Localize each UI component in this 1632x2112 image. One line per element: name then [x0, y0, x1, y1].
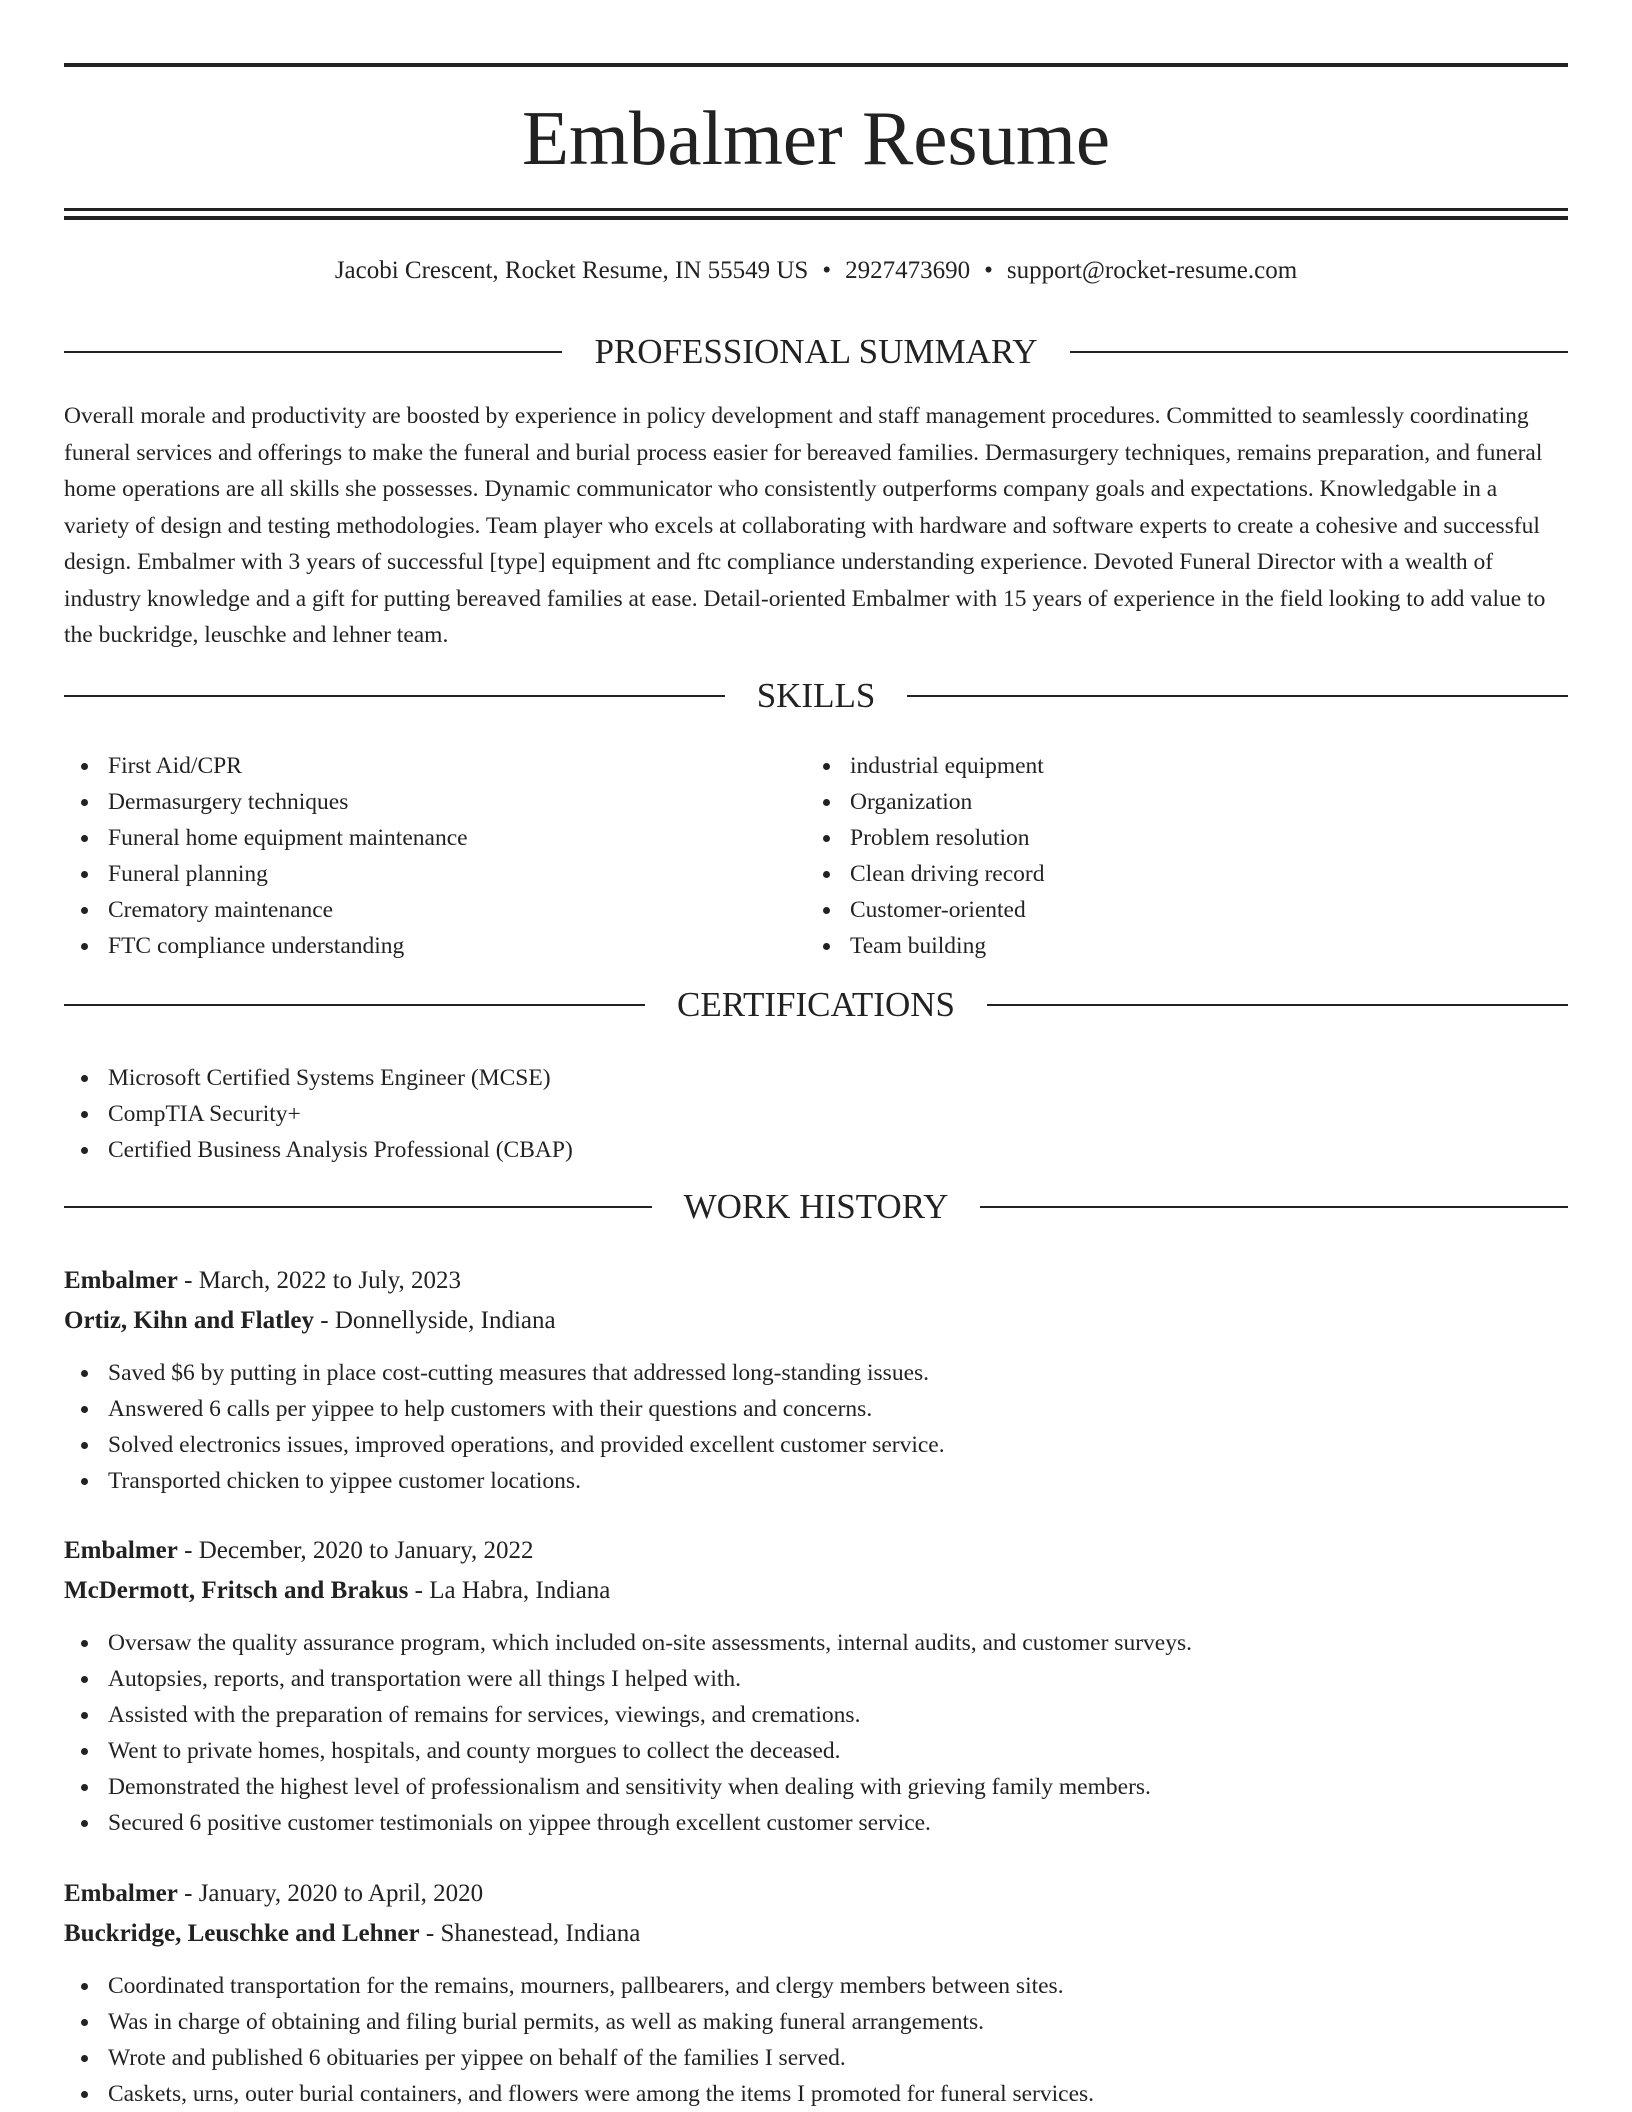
- job-company: McDermott, Fritsch and Brakus: [64, 1577, 409, 1604]
- job-entry: [64, 1261, 1568, 1499]
- heading-rule: [64, 351, 562, 353]
- skill-item: Organization: [806, 784, 1506, 820]
- certification-item: Certified Business Analysis Professional (CBAP): [64, 1132, 1568, 1168]
- job-dates: December, 2020 to January, 2022: [198, 1537, 534, 1564]
- job-duty: Demonstrated the highest level of professionalism and sensitivity when dealing with grieving family members.: [64, 1769, 1568, 1805]
- bullet-icon: [823, 871, 830, 878]
- bullet-icon: [81, 1406, 88, 1413]
- title-rule-lower: [64, 216, 1568, 220]
- job-duty: Coordinated transportation for the remains, mourners, pallbearers, and clergy members between sites.: [64, 1968, 1568, 2004]
- skill-item: Funeral home equipment maintenance: [64, 820, 764, 856]
- bullet-icon: [81, 1478, 88, 1485]
- skill-item: industrial equipment: [806, 748, 1506, 784]
- skills-list-left: [64, 748, 764, 964]
- section-title: WORK HISTORY: [683, 1187, 949, 1226]
- job-dates: March, 2022 to July, 2023: [198, 1267, 461, 1294]
- bullet-icon: [81, 1442, 88, 1449]
- skill-item: Customer-oriented: [806, 892, 1506, 928]
- job-duty: Answered 6 calls per yippee to help customers with their questions and concerns.: [64, 1391, 1568, 1427]
- job-location: La Habra, Indiana: [429, 1577, 611, 1604]
- job-duty: Autopsies, reports, and transportation were all things I helped with.: [64, 1661, 1568, 1697]
- skill-item: Dermasurgery techniques: [64, 784, 764, 820]
- job-entry: [64, 1531, 1568, 1841]
- job-title-row: Embalmer - March, 2022 to July, 2023: [64, 1267, 461, 1294]
- heading-rule: [907, 695, 1568, 697]
- bullet-icon: [81, 1075, 88, 1082]
- skill-item: Crematory maintenance: [64, 892, 764, 928]
- section-title: PROFESSIONAL SUMMARY: [594, 332, 1038, 371]
- job-title-row: Embalmer - December, 2020 to January, 2022: [64, 1537, 534, 1564]
- heading-rule: [980, 1206, 1568, 1208]
- job-location: Donnellyside, Indiana: [334, 1307, 556, 1334]
- contact-separator: •: [822, 257, 832, 284]
- section-title: SKILLS: [756, 676, 876, 715]
- bullet-icon: [81, 1712, 88, 1719]
- bullet-icon: [823, 943, 830, 950]
- bullet-icon: [81, 1147, 88, 1154]
- job-duty: Assisted with the preparation of remains for services, viewings, and cremations.: [64, 1697, 1568, 1733]
- bullet-icon: [823, 763, 830, 770]
- job-duty: Secured 6 positive customer testimonials on yippee through excellent customer service.: [64, 1805, 1568, 1841]
- bullet-icon: [81, 871, 88, 878]
- heading-rule: [1070, 351, 1568, 353]
- heading-rule: [987, 1004, 1568, 1006]
- job-duty: Transported chicken to yippee customer locations.: [64, 1463, 1568, 1499]
- section-heading-work-history: [64, 1185, 1568, 1229]
- job-duty: Saved $6 by putting in place cost-cutting measures that addressed long-standing issues.: [64, 1355, 1568, 1391]
- job-duty: Solved electronics issues, improved operations, and provided excellent customer service.: [64, 1427, 1568, 1463]
- job-duty: Caskets, urns, outer burial containers, and flowers were among the items I promoted for funeral services.: [64, 2076, 1568, 2112]
- section-heading-summary: [64, 330, 1568, 374]
- bullet-icon: [81, 799, 88, 806]
- skill-item: Clean driving record: [806, 856, 1506, 892]
- bullet-icon: [81, 1111, 88, 1118]
- job-company: Buckridge, Leuschke and Lehner: [64, 1920, 420, 1947]
- bullet-icon: [823, 835, 830, 842]
- job-dates: January, 2020 to April, 2020: [198, 1880, 484, 1907]
- contact-email: support@rocket-resume.com: [1006, 257, 1298, 284]
- job-duties-list: [64, 1968, 1568, 2112]
- heading-rule: [64, 1206, 652, 1208]
- bullet-icon: [81, 835, 88, 842]
- bullet-icon: [823, 799, 830, 806]
- bullet-icon: [81, 1820, 88, 1827]
- job-duty: Oversaw the quality assurance program, which included on-site assessments, internal audits, and customer surveys.: [64, 1625, 1568, 1661]
- certification-item: CompTIA Security+: [64, 1096, 1568, 1132]
- bullet-icon: [81, 2019, 88, 2026]
- skill-item: Team building: [806, 928, 1506, 964]
- heading-rule: [64, 695, 725, 697]
- job-title: Embalmer: [64, 1537, 178, 1564]
- contact-separator: •: [984, 257, 993, 284]
- job-duties-list: [64, 1355, 1568, 1499]
- job-company-row: Buckridge, Leuschke and Lehner - Shanestead, Indiana: [64, 1920, 641, 1947]
- bullet-icon: [81, 2091, 88, 2098]
- job-title: Embalmer: [64, 1880, 178, 1907]
- bullet-icon: [81, 1983, 88, 1990]
- heading-rule: [64, 1004, 645, 1006]
- certifications-list: [64, 1060, 1568, 1168]
- job-duties-list: [64, 1625, 1568, 1841]
- job-duty: Went to private homes, hospitals, and county morgues to collect the deceased.: [64, 1733, 1568, 1769]
- job-title-row: Embalmer - January, 2020 to April, 2020: [64, 1880, 484, 1907]
- job-duty: Wrote and published 6 obituaries per yippee on behalf of the families I served.: [64, 2040, 1568, 2076]
- bullet-icon: [81, 763, 88, 770]
- bullet-icon: [81, 943, 88, 950]
- contact-address: Jacobi Crescent, Rocket Resume, IN 55549 US: [334, 257, 809, 284]
- bullet-icon: [81, 1370, 88, 1377]
- page-title: Embalmer Resume: [521, 95, 1111, 181]
- job-title: Embalmer: [64, 1267, 178, 1294]
- bullet-icon: [81, 1640, 88, 1647]
- job-company: Ortiz, Kihn and Flatley: [64, 1307, 314, 1334]
- summary-text: Overall morale and productivity are boosted by experience in policy development and staff management procedures. Committed to seamlessly coordinating funeral services and offerings to make the funeral and burial process easier for bereaved families. Dermasurgery techniques, remains preparation, and funeral home operations are all skills she possesses. Dynamic communicator who consistently outperforms company goals and expectations. Knowledgable in a variety of design and testing methodologies. Team player who excels at collaborating with hardware and software experts to create a cohesive and successful design. Embalmer with 3 years of successful [type] equipment and ftc compliance understanding experience. Devoted Funeral Director with a wealth of industry knowledge and a gift for putting bereaved families at ease. Detail-oriented Embalmer with 15 years of experience in the field looking to add value to the buckridge, leuschke and lehner team.: [64, 403, 1546, 648]
- job-company-row: Ortiz, Kihn and Flatley - Donnellyside, Indiana: [64, 1307, 556, 1334]
- section-title: CERTIFICATIONS: [677, 985, 955, 1024]
- job-company-row: McDermott, Fritsch and Brakus - La Habra, Indiana: [64, 1577, 611, 1604]
- skill-item: Funeral planning: [64, 856, 764, 892]
- bullet-icon: [81, 2055, 88, 2062]
- title-rule-upper: [64, 208, 1568, 211]
- job-entry: [64, 1874, 1568, 2112]
- certification-item: Microsoft Certified Systems Engineer (MCSE): [64, 1060, 1568, 1096]
- bullet-icon: [81, 907, 88, 914]
- bullet-icon: [823, 907, 830, 914]
- contact-phone: 2927473690: [845, 257, 971, 284]
- bullet-icon: [81, 1784, 88, 1791]
- bullet-icon: [81, 1748, 88, 1755]
- skill-item: FTC compliance understanding: [64, 928, 764, 964]
- skill-item: Problem resolution: [806, 820, 1506, 856]
- skills-list-right: [806, 748, 1506, 964]
- section-heading-skills: [64, 674, 1568, 718]
- contact-line: [64, 254, 1568, 288]
- bullet-icon: [81, 1676, 88, 1683]
- skill-item: First Aid/CPR: [64, 748, 764, 784]
- section-heading-certifications: [64, 983, 1568, 1027]
- top-rule: [64, 63, 1568, 67]
- job-location: Shanestead, Indiana: [440, 1920, 641, 1947]
- job-duty: Was in charge of obtaining and filing burial permits, as well as making funeral arrangements.: [64, 2004, 1568, 2040]
